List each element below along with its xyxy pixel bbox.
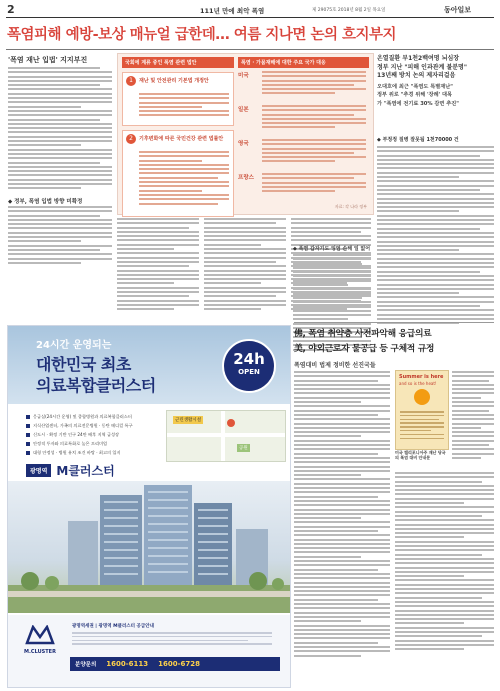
ad-contact-label: 분양문의 [75, 662, 97, 668]
infographic [117, 53, 374, 215]
bill-card-2 [122, 130, 234, 217]
right-section-1: ◆ 폭염 갑자기도 잉엄 손해 일 없어 [293, 246, 371, 252]
left-body-1 [8, 67, 112, 192]
ad-headline-2: 의료복합클러스터 [36, 376, 156, 395]
ad-fine-print [72, 632, 272, 647]
bullet-icon [26, 442, 30, 446]
section-title: 111년 만에 최악 폭염 [200, 7, 265, 15]
left-subhead: '폭염 재난 입법' 지지부진 [8, 56, 88, 64]
ad-badge-open: OPEN [238, 368, 260, 376]
country-row [238, 71, 369, 105]
inset-subtitle: and so is the heat! [399, 381, 437, 386]
map-pin-icon [227, 419, 235, 427]
ad-phone-1[interactable]: 1600-6113 [106, 660, 149, 668]
bottom-right-body-1 [294, 371, 390, 659]
right-subtitle-2: 정부 위로 "추경 위해 '장례' 대목 [377, 92, 453, 98]
header-rule [6, 17, 494, 18]
center-body-1 [117, 218, 199, 313]
bill-2-title: 기후변화에 따른 국민건강 관련 법률안 [139, 136, 224, 142]
ad-contact-bar[interactable] [70, 657, 280, 671]
center-body-2 [204, 218, 286, 313]
ad-badge-24h: 24h [233, 350, 265, 368]
country-name: 미국 [238, 73, 249, 79]
country-row [238, 105, 369, 139]
ad-location-map [166, 410, 286, 462]
country-row [238, 139, 369, 173]
bullet-icon [26, 433, 30, 437]
ad-logo [18, 625, 62, 655]
inset-caption: 미국 캘리포니아주 재난 당국의 폭염 대비 안내문 [395, 450, 446, 460]
issue-info: 제 29075호 2018년 8월 2일 목요일 [312, 8, 386, 13]
bill-card-1 [122, 72, 234, 126]
bill-2-number-icon: 2 [126, 134, 136, 144]
country-text [262, 105, 366, 131]
bottom-right-rule [294, 322, 494, 323]
right-section-2: ◆ 부정정 질병 잘못됨 1천70000 건 [377, 137, 459, 143]
map-label: 공원 [239, 446, 248, 451]
map-label: 근린생활시설 [175, 418, 202, 423]
bill-1-title: 재난 및 안전관리 기본법 개정안 [139, 78, 209, 84]
ad-24h-badge [222, 339, 276, 393]
paper-name: 동아일보 [444, 6, 472, 14]
country-row [238, 173, 369, 207]
bottom-right-headline-2: 美, 야외근로자 물공급 등 구체적 규정 [294, 344, 435, 354]
page-number: 2 [7, 3, 15, 16]
infographic-title: 국회에 계류 중인 폭염 관련 법안 [122, 57, 234, 68]
left-body-2 [8, 206, 112, 266]
bottom-right-body-3 [395, 472, 494, 652]
right-subtitle-3: 가 "폭염에 전기료 30% 감면 추진" [377, 100, 459, 107]
country-text [262, 139, 366, 165]
infographic-countries-panel [238, 57, 369, 211]
m-cluster-logo-icon [25, 625, 55, 645]
infographic-source: 자료: 각 나라 정부 [334, 204, 367, 209]
ad-brand [26, 462, 115, 479]
advertisement[interactable] [7, 325, 291, 688]
ad-brand-tag: 광명역 [26, 464, 51, 477]
ad-footer [8, 615, 290, 687]
building-illustration [8, 481, 290, 613]
ad-feature-list [26, 412, 176, 457]
bullet-icon [26, 415, 30, 419]
headline-rule [6, 49, 494, 50]
ad-tagline: 24시간 운영되는 [36, 340, 112, 351]
right-article [377, 55, 494, 105]
ad-logo-text: M.CLUSTER [24, 649, 56, 655]
sun-icon [414, 389, 430, 405]
bottom-right-subhead: 폭염대비 법제 정비한 선진국들 [294, 362, 376, 369]
infographic-bills-panel [122, 57, 234, 211]
bill-2-text [139, 151, 229, 207]
ad-feature: 지식산업센터, 가족의 의료전문병원 · 동탄 메디컬 특구 [26, 421, 176, 430]
bullet-icon [26, 451, 30, 455]
country-text [262, 173, 366, 194]
right-body-right [377, 146, 494, 326]
infographic-title-2: 폭염 · 가뭄재해에 대한 주요 국가 대응 [238, 57, 369, 68]
headline: 폭염피해 예방-보상 매뉴얼 급한데… 여름 지나면 논의 흐지부지 [7, 27, 397, 43]
bill-1-text [139, 93, 229, 119]
right-title-3: 13년째 방치 논의 제자리걸음 [377, 72, 456, 79]
inset-title: Summer is here [399, 374, 444, 380]
bottom-right-inset [395, 370, 449, 450]
inset-text [400, 411, 444, 441]
bill-1-number-icon: 1 [126, 76, 136, 86]
right-title-2: 정부 지난 "피해 인과관계 불분명" [377, 63, 467, 71]
ad-feature: 응급실(24시간 운영) 및 종합병원과 의료복합클러스터 [26, 412, 176, 421]
ad-phone-2[interactable]: 1600-6728 [158, 660, 201, 668]
bottom-right-headline-1: 佛, 폭염 취약층 사전파악해 응급의료 [294, 329, 432, 339]
country-text [262, 71, 366, 97]
right-title-1: 온열질환 부1천2백여명 뇌심장 [377, 55, 460, 62]
country-name: 영국 [238, 141, 249, 147]
country-name: 프랑스 [238, 175, 254, 181]
bullet-icon [26, 424, 30, 428]
ad-feature: 대형 안정성 · 병원 유치 조건 바탕 · 최고의 입지 [26, 448, 176, 457]
map-road [167, 433, 285, 437]
bottom-right-body-2 [452, 371, 494, 461]
ad-building-rendering [8, 481, 290, 613]
ad-feature: 안정적 투자와 의료특화로 높은 프리미엄 [26, 439, 176, 448]
ad-feature: 신도시 · 확정 기반 인구 24만 배후 지역 급성장 [26, 430, 176, 439]
country-name: 일본 [238, 107, 249, 113]
ad-info-line: 광명역세권 | 광명역 M클러스터 공급안내 [72, 624, 154, 629]
ad-brand-name: M클러스터 [56, 464, 115, 478]
ad-headline-1: 대한민국 최초 [36, 355, 131, 374]
map-road [221, 411, 225, 461]
country-list [238, 71, 369, 207]
left-section-1: ◆ 정부, 폭염 입법 방향 미확정 [8, 199, 83, 205]
right-subtitle-1: 오대호에 최근 "폭염도 특별재난" [377, 83, 453, 90]
